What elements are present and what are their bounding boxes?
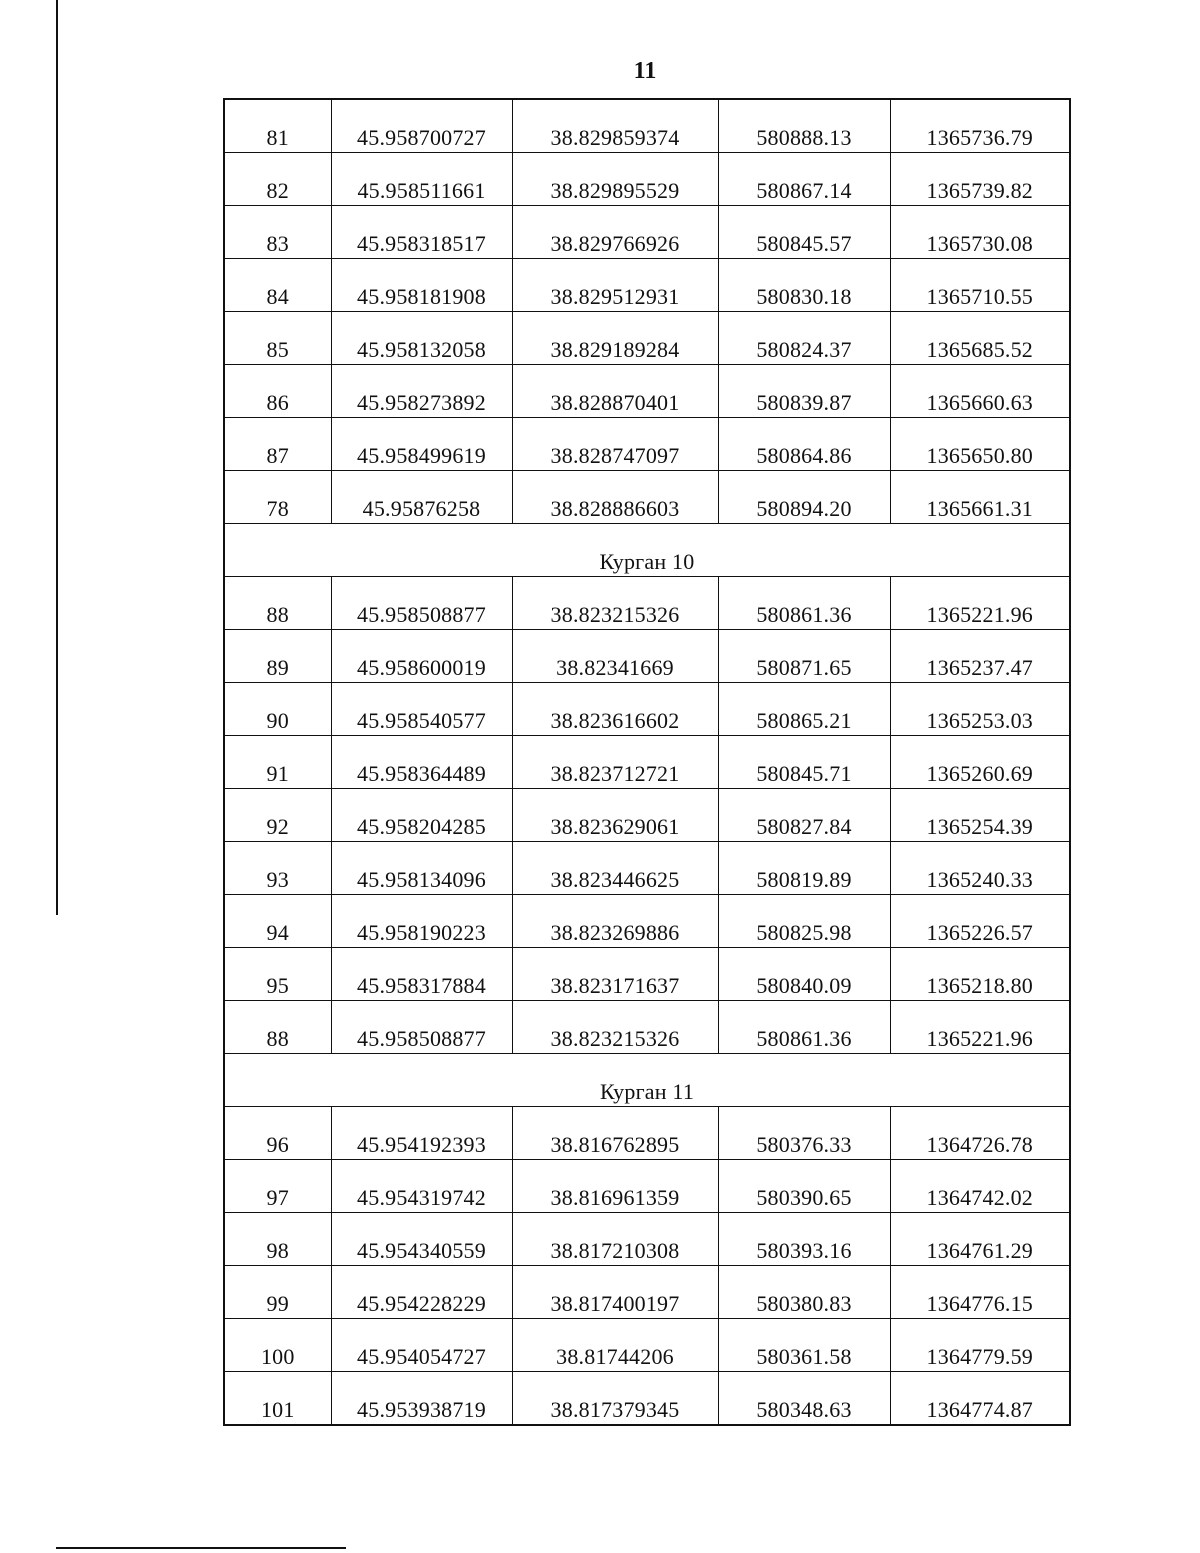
point-number-cell: 101	[224, 1372, 331, 1426]
x-coordinate-cell: 580871.65	[718, 630, 890, 683]
longitude-cell: 38.817379345	[512, 1372, 718, 1426]
table-row	[224, 1266, 1070, 1319]
y-coordinate-cell: 1365685.52	[890, 312, 1070, 365]
x-coordinate-cell: 580361.58	[718, 1319, 890, 1372]
latitude-cell: 45.958508877	[331, 1001, 512, 1054]
latitude-cell: 45.958134096	[331, 842, 512, 895]
y-coordinate-cell: 1365660.63	[890, 365, 1070, 418]
x-coordinate-cell: 580845.57	[718, 206, 890, 259]
point-number-cell: 91	[224, 736, 331, 789]
point-number-cell: 86	[224, 365, 331, 418]
y-coordinate-cell: 1364726.78	[890, 1107, 1070, 1160]
latitude-cell: 45.95876258	[331, 471, 512, 524]
longitude-cell: 38.817210308	[512, 1213, 718, 1266]
y-coordinate-cell: 1365226.57	[890, 895, 1070, 948]
y-coordinate-cell: 1365736.79	[890, 99, 1070, 153]
table-row	[224, 259, 1070, 312]
x-coordinate-cell: 580825.98	[718, 895, 890, 948]
point-number-cell: 88	[224, 577, 331, 630]
latitude-cell: 45.958132058	[331, 312, 512, 365]
longitude-cell: 38.823616602	[512, 683, 718, 736]
table-row	[224, 577, 1070, 630]
x-coordinate-cell: 580839.87	[718, 365, 890, 418]
longitude-cell: 38.816961359	[512, 1160, 718, 1213]
x-coordinate-cell: 580819.89	[718, 842, 890, 895]
x-coordinate-cell: 580827.84	[718, 789, 890, 842]
longitude-cell: 38.829895529	[512, 153, 718, 206]
section-header-row	[224, 524, 1070, 577]
latitude-cell: 45.954228229	[331, 1266, 512, 1319]
y-coordinate-cell: 1365218.80	[890, 948, 1070, 1001]
latitude-cell: 45.958190223	[331, 895, 512, 948]
x-coordinate-cell: 580845.71	[718, 736, 890, 789]
table-row	[224, 153, 1070, 206]
latitude-cell: 45.958600019	[331, 630, 512, 683]
table-row	[224, 206, 1070, 259]
y-coordinate-cell: 1364774.87	[890, 1372, 1070, 1426]
latitude-cell: 45.958499619	[331, 418, 512, 471]
longitude-cell: 38.817400197	[512, 1266, 718, 1319]
longitude-cell: 38.823629061	[512, 789, 718, 842]
point-number-cell: 95	[224, 948, 331, 1001]
longitude-cell: 38.829512931	[512, 259, 718, 312]
point-number-cell: 100	[224, 1319, 331, 1372]
point-number-cell: 97	[224, 1160, 331, 1213]
longitude-cell: 38.823215326	[512, 577, 718, 630]
x-coordinate-cell: 580393.16	[718, 1213, 890, 1266]
x-coordinate-cell: 580390.65	[718, 1160, 890, 1213]
x-coordinate-cell: 580867.14	[718, 153, 890, 206]
y-coordinate-cell: 1364779.59	[890, 1319, 1070, 1372]
x-coordinate-cell: 580380.83	[718, 1266, 890, 1319]
longitude-cell: 38.828870401	[512, 365, 718, 418]
y-coordinate-cell: 1365240.33	[890, 842, 1070, 895]
table-row	[224, 1160, 1070, 1213]
point-number-cell: 85	[224, 312, 331, 365]
longitude-cell: 38.828886603	[512, 471, 718, 524]
y-coordinate-cell: 1365221.96	[890, 1001, 1070, 1054]
longitude-cell: 38.823269886	[512, 895, 718, 948]
latitude-cell: 45.958364489	[331, 736, 512, 789]
point-number-cell: 82	[224, 153, 331, 206]
x-coordinate-cell: 580888.13	[718, 99, 890, 153]
y-coordinate-cell: 1365650.80	[890, 418, 1070, 471]
point-number-cell: 87	[224, 418, 331, 471]
longitude-cell: 38.81744206	[512, 1319, 718, 1372]
table-row	[224, 312, 1070, 365]
table-row	[224, 365, 1070, 418]
x-coordinate-cell: 580865.21	[718, 683, 890, 736]
x-coordinate-cell: 580894.20	[718, 471, 890, 524]
x-coordinate-cell: 580376.33	[718, 1107, 890, 1160]
table-row	[224, 683, 1070, 736]
table-row	[224, 471, 1070, 524]
latitude-cell: 45.958181908	[331, 259, 512, 312]
latitude-cell: 45.954340559	[331, 1213, 512, 1266]
footnote-rule	[56, 1547, 346, 1549]
latitude-cell: 45.958204285	[331, 789, 512, 842]
longitude-cell: 38.829189284	[512, 312, 718, 365]
longitude-cell: 38.823215326	[512, 1001, 718, 1054]
latitude-cell: 45.958540577	[331, 683, 512, 736]
y-coordinate-cell: 1364742.02	[890, 1160, 1070, 1213]
coordinates-table-body	[224, 99, 1070, 1425]
latitude-cell: 45.958511661	[331, 153, 512, 206]
y-coordinate-cell: 1365253.03	[890, 683, 1070, 736]
latitude-cell: 45.954319742	[331, 1160, 512, 1213]
y-coordinate-cell: 1364776.15	[890, 1266, 1070, 1319]
longitude-cell: 38.82341669	[512, 630, 718, 683]
table-row	[224, 418, 1070, 471]
x-coordinate-cell: 580861.36	[718, 1001, 890, 1054]
table-row	[224, 895, 1070, 948]
latitude-cell: 45.958317884	[331, 948, 512, 1001]
y-coordinate-cell: 1365739.82	[890, 153, 1070, 206]
latitude-cell: 45.954054727	[331, 1319, 512, 1372]
longitude-cell: 38.829766926	[512, 206, 718, 259]
table-row	[224, 1107, 1070, 1160]
table-row	[224, 842, 1070, 895]
table-row	[224, 1213, 1070, 1266]
coordinates-table	[223, 98, 1071, 1426]
table-row	[224, 99, 1070, 153]
x-coordinate-cell: 580348.63	[718, 1372, 890, 1426]
table-row	[224, 1372, 1070, 1426]
point-number-cell: 92	[224, 789, 331, 842]
x-coordinate-cell: 580824.37	[718, 312, 890, 365]
section-header-row	[224, 1054, 1070, 1107]
x-coordinate-cell: 580830.18	[718, 259, 890, 312]
y-coordinate-cell: 1365661.31	[890, 471, 1070, 524]
y-coordinate-cell: 1365730.08	[890, 206, 1070, 259]
table-row	[224, 630, 1070, 683]
point-number-cell: 78	[224, 471, 331, 524]
table-row	[224, 1319, 1070, 1372]
y-coordinate-cell: 1364761.29	[890, 1213, 1070, 1266]
point-number-cell: 94	[224, 895, 331, 948]
point-number-cell: 98	[224, 1213, 331, 1266]
longitude-cell: 38.823712721	[512, 736, 718, 789]
longitude-cell: 38.828747097	[512, 418, 718, 471]
page-number: 11	[633, 58, 657, 84]
point-number-cell: 81	[224, 99, 331, 153]
point-number-cell: 96	[224, 1107, 331, 1160]
latitude-cell: 45.953938719	[331, 1372, 512, 1426]
longitude-cell: 38.816762895	[512, 1107, 718, 1160]
point-number-cell: 84	[224, 259, 331, 312]
longitude-cell: 38.823171637	[512, 948, 718, 1001]
latitude-cell: 45.958700727	[331, 99, 512, 153]
scan-edge-line	[56, 0, 58, 915]
point-number-cell: 89	[224, 630, 331, 683]
section-title: Курган 10	[224, 524, 1070, 577]
table-row	[224, 736, 1070, 789]
table-row	[224, 789, 1070, 842]
y-coordinate-cell: 1365254.39	[890, 789, 1070, 842]
y-coordinate-cell: 1365237.47	[890, 630, 1070, 683]
latitude-cell: 45.958273892	[331, 365, 512, 418]
longitude-cell: 38.829859374	[512, 99, 718, 153]
point-number-cell: 83	[224, 206, 331, 259]
table-row	[224, 948, 1070, 1001]
y-coordinate-cell: 1365260.69	[890, 736, 1070, 789]
x-coordinate-cell: 580840.09	[718, 948, 890, 1001]
latitude-cell: 45.958508877	[331, 577, 512, 630]
y-coordinate-cell: 1365221.96	[890, 577, 1070, 630]
section-title: Курган 11	[224, 1054, 1070, 1107]
y-coordinate-cell: 1365710.55	[890, 259, 1070, 312]
point-number-cell: 93	[224, 842, 331, 895]
latitude-cell: 45.958318517	[331, 206, 512, 259]
x-coordinate-cell: 580864.86	[718, 418, 890, 471]
point-number-cell: 99	[224, 1266, 331, 1319]
x-coordinate-cell: 580861.36	[718, 577, 890, 630]
longitude-cell: 38.823446625	[512, 842, 718, 895]
point-number-cell: 88	[224, 1001, 331, 1054]
table-row	[224, 1001, 1070, 1054]
point-number-cell: 90	[224, 683, 331, 736]
latitude-cell: 45.954192393	[331, 1107, 512, 1160]
